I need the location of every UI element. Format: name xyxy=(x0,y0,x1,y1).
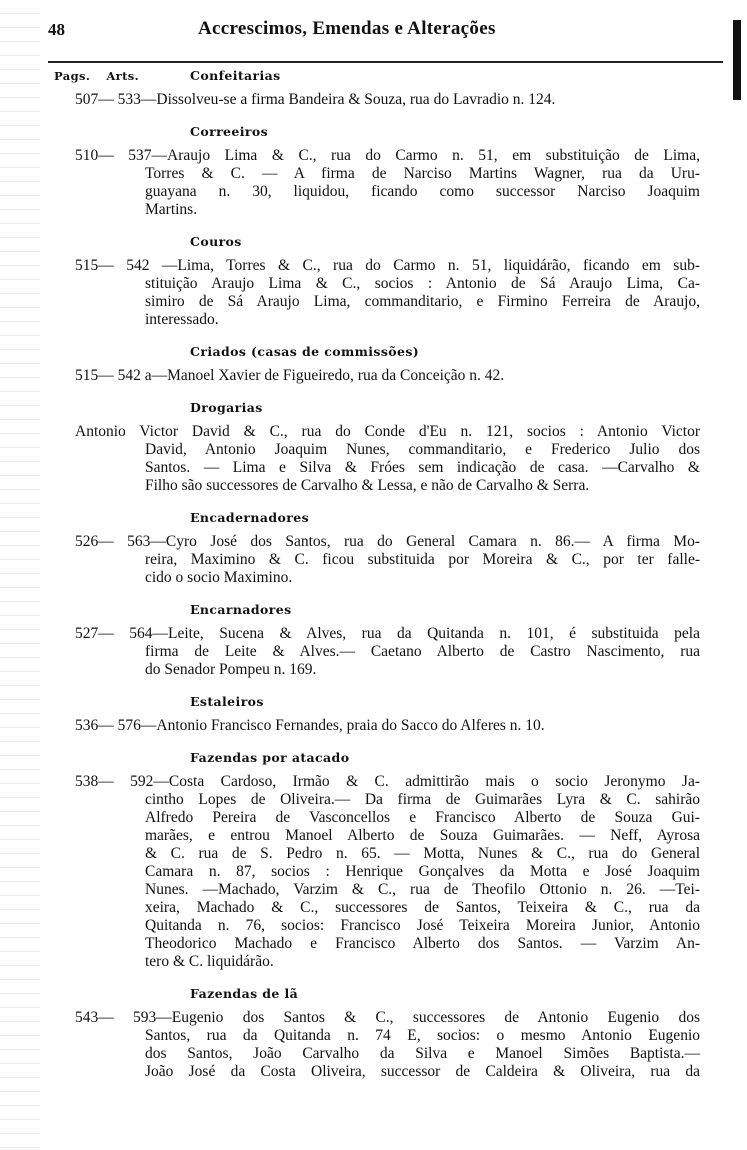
entry-line: simiro de Sá Araujo Lima, commanditario, e Firmino Ferreira de Araujo, xyxy=(145,293,700,310)
column-label-pages: Pags. xyxy=(54,69,91,83)
entry-line: cido o socio Maximino. xyxy=(145,569,293,586)
directory-entry xyxy=(75,533,700,587)
entry-line: Torres & C. — A firma de Narciso Martins Wagner, rua da Uru- xyxy=(145,165,700,182)
entry-line: Theodorico Machado e Francisco Alberto dos Santos. — Varzim An- xyxy=(145,935,700,952)
section-heading xyxy=(54,66,700,86)
running-title: Accrescimos, Emendas e Alterações xyxy=(198,18,496,39)
entry-line: 527— 564—Leite, Sucena & Alves, rua da Quitanda n. 101, é substituida pela xyxy=(75,625,700,642)
section-heading-text: Estaleiros xyxy=(190,694,264,709)
section-heading-text: Confeitarias xyxy=(190,68,281,83)
section-heading xyxy=(75,342,700,362)
entry-line: João José da Costa Oliveira, successor de Caldeira & Oliveira, rua da xyxy=(145,1063,700,1080)
directory-section xyxy=(75,692,700,735)
entry-line: xeira, Machado & C., successores de Santos, Teixeira & C., rua da xyxy=(145,899,700,916)
directory-entry xyxy=(75,91,700,109)
entry-line: 536— 576—Antonio Francisco Fernandes, praia do Sacco do Alferes n. 10. xyxy=(75,717,545,734)
directory-entry xyxy=(75,257,700,329)
entry-line: Antonio Victor David & C., rua do Conde d'Eu n. 121, socios : Antonio Victor xyxy=(75,423,700,440)
section-heading xyxy=(75,984,700,1004)
header-rule xyxy=(48,61,723,63)
directory-section xyxy=(75,232,700,329)
page-header xyxy=(48,14,708,44)
section-heading-text: Correeiros xyxy=(190,124,269,139)
section-heading-text: Criados (casas de commissões) xyxy=(190,344,420,359)
section-heading xyxy=(75,398,700,418)
directory-entry xyxy=(75,147,700,219)
section-heading xyxy=(75,692,700,712)
directory-section xyxy=(75,398,700,495)
directory-section xyxy=(75,748,700,971)
entry-line: Santos. — Lima e Silva & Fróes sem indicação de casa. —Carvalho & xyxy=(145,459,700,476)
section-heading xyxy=(75,232,700,252)
section-heading-text: Fazendas por atacado xyxy=(190,750,350,765)
directory-section xyxy=(75,600,700,679)
scan-margin-noise xyxy=(0,0,40,1150)
section-heading xyxy=(75,748,700,768)
entry-line: Santos, rua da Quitanda n. 74 E, socios: o mesmo Antonio Eugenio xyxy=(145,1027,700,1044)
entry-line: 515— 542 a—Manoel Xavier de Figueiredo, rua da Conceição n. 42. xyxy=(75,367,505,384)
section-heading-text: Encadernadores xyxy=(190,510,310,525)
entry-line: 526— 563—Cyro José dos Santos, rua do General Camara n. 86.— A firma Mo- xyxy=(75,533,700,550)
entry-line: firma de Leite & Alves.— Caetano Alberto de Castro Nascimento, rua xyxy=(145,643,700,660)
section-heading-text: Encarnadores xyxy=(190,602,292,617)
directory-entry xyxy=(75,773,700,971)
directory-entry xyxy=(75,717,700,735)
entry-line: marães, e entrou Manoel Alberto de Souza Guimarães. — Neff, Ayrosa xyxy=(145,827,700,844)
directory-section xyxy=(75,122,700,219)
page-number: 48 xyxy=(48,20,65,39)
entry-line: Quitanda n. 76, socios: Francisco José Teixeira Moreira Junior, Antonio xyxy=(145,917,700,934)
section-heading-text: Drogarias xyxy=(190,400,263,415)
section-heading xyxy=(75,508,700,528)
entry-line: 543— 593—Eugenio dos Santos & C., successores de Antonio Eugenio dos xyxy=(75,1009,700,1026)
scan-edge-mark xyxy=(733,20,741,100)
entry-line: cintho Lopes de Oliveira.— Da firma de Guimarães Lyra & C. sahirão xyxy=(145,791,700,808)
entry-line: dos Santos, João Carvalho da Silva e Manoel Simões Baptista.— xyxy=(145,1045,700,1062)
directory-section xyxy=(75,508,700,587)
entry-line: David, Antonio Joaquim Nunes, commanditario, e Frederico Julio dos xyxy=(145,441,700,458)
column-labels xyxy=(54,66,155,86)
entry-line: reira, Maximino & C. ficou substituida por Moreira & C., por ter falle- xyxy=(145,551,700,568)
entry-line: tero & C. liquidárão. xyxy=(145,953,274,970)
directory-section xyxy=(75,342,700,385)
directory-entry xyxy=(75,423,700,495)
entry-line: Filho são successores de Carvalho & Lessa, e não de Carvalho & Serra. xyxy=(145,477,590,494)
entry-line: Camara n. 87, socios : Henrique Gonçalves da Motta e José Joaquim xyxy=(145,863,700,880)
entry-line: do Senador Pompeu n. 169. xyxy=(145,661,317,678)
entry-line: interessado. xyxy=(145,311,219,328)
section-heading xyxy=(75,600,700,620)
entry-line: 507— 533—Dissolveu-se a firma Bandeira & Souza, rua do Lavradio n. 124. xyxy=(75,91,556,108)
directory-entry xyxy=(75,625,700,679)
entry-line: 510— 537—Araujo Lima & C., rua do Carmo n. 51, em substituição de Lima, xyxy=(75,147,700,164)
column-label-articles: Arts. xyxy=(106,69,140,83)
page-content xyxy=(54,66,700,1081)
entry-line: guayana n. 30, liquidou, ficando como successor Narciso Joaquim xyxy=(145,183,700,200)
section-heading-text: Fazendas de lã xyxy=(190,986,299,1001)
entry-line: Alfredo Pereira de Vasconcellos e Francisco Alberto de Souza Gui- xyxy=(145,809,700,826)
entry-line: 515— 542 —Lima, Torres & C., rua do Carmo n. 51, liquidárão, ficando em sub- xyxy=(75,257,700,274)
entry-line: stituição Araujo Lima & C., socios : Antonio de Sá Araujo Lima, Ca- xyxy=(145,275,700,292)
directory-section xyxy=(75,984,700,1081)
entry-line: Nunes. —Machado, Varzim & C., rua de Theofilo Ottonio n. 26. —Tei- xyxy=(145,881,700,898)
directory-section xyxy=(54,66,700,109)
entry-line: & C. rua de S. Pedro n. 65. — Motta, Nunes & C., rua do General xyxy=(145,845,700,862)
section-heading xyxy=(75,122,700,142)
entry-line: Martins. xyxy=(145,201,198,218)
entry-line: 538— 592—Costa Cardoso, Irmão & C. admittirão mais o socio Jeronymo Ja- xyxy=(75,773,700,790)
directory-entry xyxy=(75,367,700,385)
section-heading-text: Couros xyxy=(190,234,242,249)
directory-entry xyxy=(75,1009,700,1081)
